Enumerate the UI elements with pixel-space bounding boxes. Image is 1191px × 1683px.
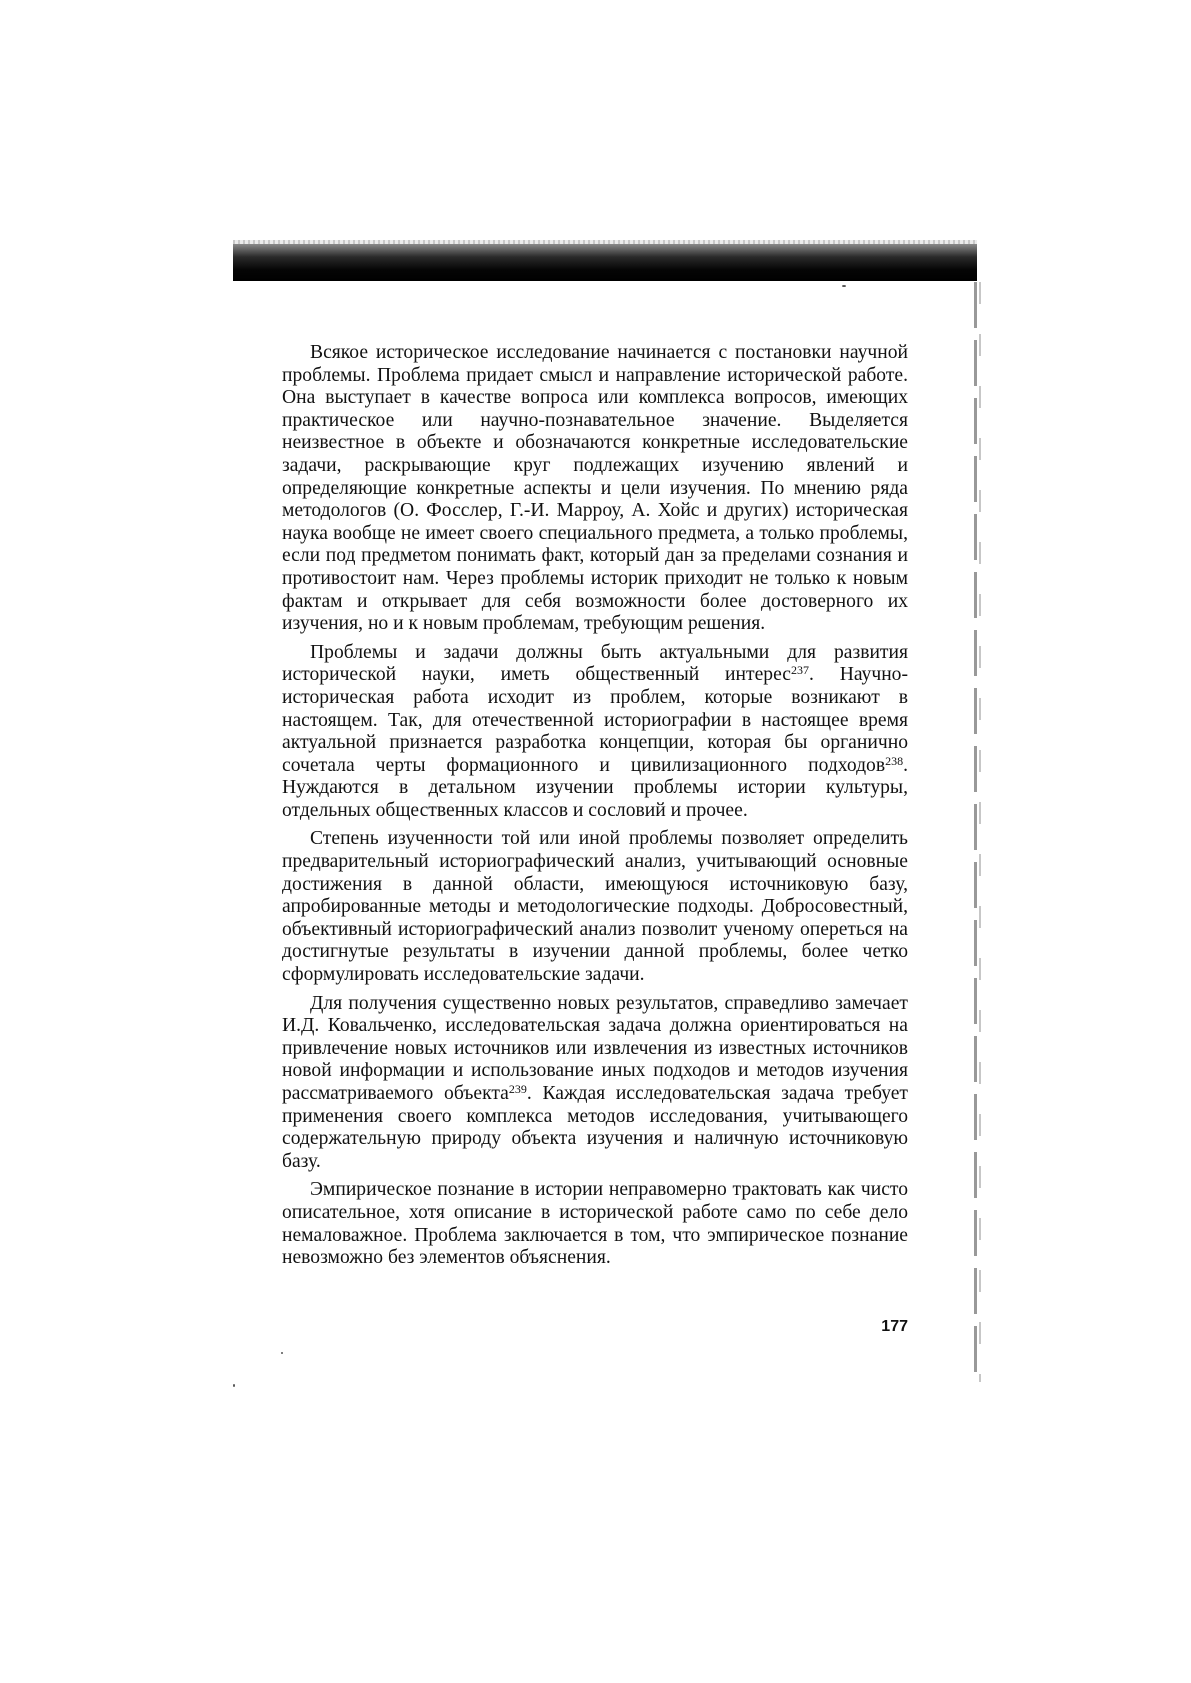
scan-right-edge-inner: [979, 282, 981, 1382]
scan-header-band: [233, 244, 977, 281]
paragraph-text: . Каждая исследовательская задача требует применения своего комплекса методов исследования, учитывающего содержательную природу объекта изучения и наличную источниковую базу.: [282, 1083, 908, 1172]
paragraph-text: Всякое историческое исследование начинается с постановки научной проблемы. Проблема придает смысл и направление исторической работе. Она выступает в качестве вопроса или комплекса вопросов, имеющих практическое или научно-познавательное значение. Выделяется неизвестное в объекте и обозначаются конкретные исследовательские задачи, раскрывающие круг подлежащих изучению явлений и определяющие конкретные аспекты и цели изучения. По мнению ряда методологов (О. Фосслер, Г.-И. Марроу, А. Хойс и других) историческая наука вообще не имеет своего специального предмета, а только проблемы, если под предметом понимать факт, который дан за пределами сознания и противостоит нам. Через проблемы историк приходит не только к новым фактам и открывает для себя возможности более достоверного их изучения, но и к новым проблемам, требующим решения.: [282, 342, 908, 635]
footnote-ref: 238: [885, 753, 904, 768]
scan-speck: [281, 1352, 283, 1354]
paragraph-text: . Научно-историческая работа исходит из проблем, которые возникают в настоящем. Так, для отечественной историографии в настоящее время актуальной признается разработка концепции, которая бы органично сочетала черты формационного и цивилизационного подходов: [282, 664, 909, 776]
paragraph-text: Степень изученности той или иной проблемы позволяет определить предварительный историографический анализ, учитывающий основные достижения в данной области, имеющуюся источниковую базу, апробированные методы и методологические подходы. Добросовестный, объективный историографический анализ позволит ученому опереться на достигнутые результаты в изучении данной проблемы, более четко сформулировать исследовательские задачи.: [282, 828, 908, 986]
footnote-ref: 239: [508, 1082, 527, 1096]
paragraph: [282, 828, 908, 986]
paragraph-text: Эмпирическое познание в истории неправомерно трактовать как чисто описательное, хотя описание в исторической работе само по себе дело немаловажное. Проблема заключается в том, что эмпирическое познание невозможно без элементов объяснения.: [282, 1179, 908, 1269]
paragraph: [282, 342, 908, 636]
body-text: [282, 342, 908, 1276]
page-number: 177: [881, 1318, 908, 1335]
paragraph: [282, 993, 908, 1174]
paragraph-text: Проблемы и задачи должны быть актуальными для развития исторической науки, иметь общественный интерес: [282, 641, 908, 686]
paragraph-text: Для получения существенно новых результатов, справедливо замечает И.Д. Ковальченко, исследовательская задача должна ориентироваться на привлечение новых источников или извлечения из известных источников новой информации и использование иных подходов и методов изучения рассматриваемого объекта: [282, 992, 908, 1104]
paragraph-text: . Нуждаются в детальном изучении проблемы истории культуры, отдельных общественных классов и сословий и прочее.: [282, 754, 908, 821]
paragraph: [282, 642, 908, 823]
paragraph: [282, 1179, 908, 1269]
footnote-ref: 237: [790, 663, 809, 678]
scan-right-edge: [974, 282, 977, 1382]
scan-speck: [233, 1384, 235, 1387]
scan-speck: [842, 285, 846, 287]
